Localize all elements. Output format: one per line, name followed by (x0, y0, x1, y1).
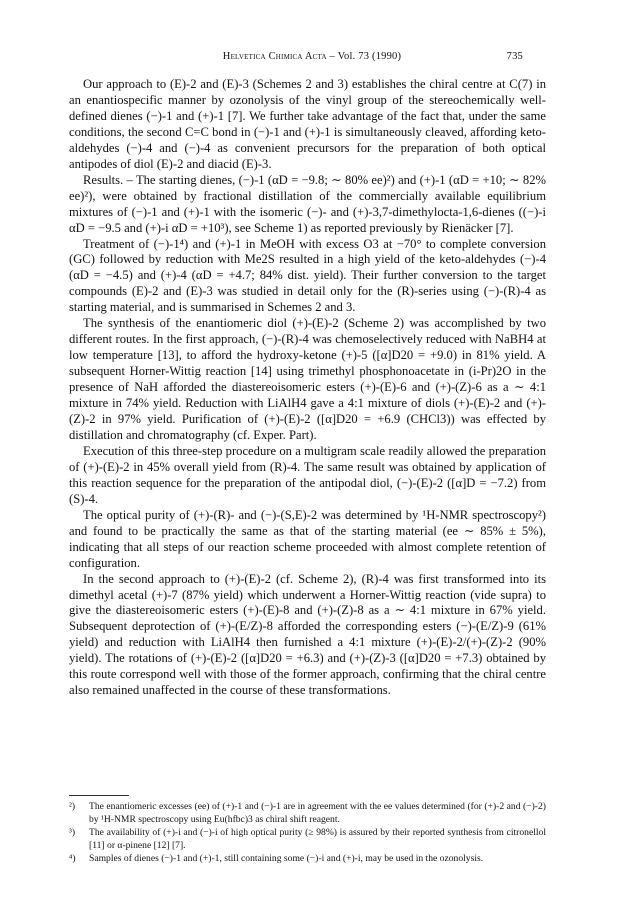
footnote-mark: ²) (69, 801, 76, 812)
footnote-mark: ³) (69, 827, 76, 839)
paragraph-6: The optical purity of (+)-(R)- and (−)-(S,E)-2 was determined by ¹H-NMR spectroscopy²) and found to be practically the same as that of the starting material (ee ∼ 85% ± 5%), indicating that all steps of our reaction scheme proceeded with almost complete retention of configuration. (69, 507, 546, 570)
footnote-4 (69, 853, 546, 866)
paragraph-1: Our approach to (E)-2 and (E)-3 (Schemes 2 and 3) establishes the chiral centre at C(7) in an enantiospecific manner by ozonolysis of the vinyl group of the stereochemically well-defined dienes (−)-1 and (+)-1 [7]. We further take advantage of the fact that, under the same conditions, the second C=C bond in (−)-1 and (+)-1 is simultaneously cleaved, affording keto-aldehydes (−)-4 and (−)-4 as convenient precursors for the preparation of both optical antipodes of diol (E)-2 and diacid (E)-3. (69, 77, 546, 171)
footnotes (69, 801, 546, 867)
paragraph-5: Execution of this three-step procedure on a multigram scale readily allowed the preparation of (+)-(E)-2 in 45% overall yield from (R)-4. The same result was obtained by application of this reaction sequence for the preparation of the antipodal diol, (−)-(E)-2 ([α]D = −7.2) from (S)-4. (69, 443, 546, 506)
journal-title (0, 51, 624, 62)
journal-name: Helvetica Chimica Acta (222, 51, 327, 62)
journal-volume: – Vol. 73 (1990) (329, 51, 402, 62)
paragraph-7: In the second approach to (+)-(E)-2 (cf. Scheme 2), (R)-4 was first transformed into its dimethyl acetal (+)-7 (87% yield) which underwent a Horner-Wittig reaction (vide supra) to give the diastereoisomeric esters (+)-(E)-8 and (+)-(Z)-8 as a ∼ 4:1 mixture in 67% yield. Subsequent deprotection of (+)-(E/Z)-8 afforded the corresponding esters (−)-(E/Z)-9 (61% yield) and reduction with LiAlH4 then furnished a 4:1 mixture (+)-(E)-2/(+)-(Z)-2 (90% yield). The rotations of (+)-(E)-2 ([α]D20 = +6.3) and (+)-(Z)-3 ([α]D20 = +7.3) obtained by this route correspond well with those of the former approach, confirming that the chiral centre also remained unaffected in the course of these transformations. (69, 571, 546, 698)
paragraph-3: Treatment of (−)-1⁴) and (+)-1 in MeOH with excess O3 at −70° to complete conversion (GC) followed by reduction with Me2S resulted in a high yield of the keto-aldehydes (−)-4 (αD = −4.5) and (+)-4 (αD = +4.7; 84% dist. yield). Their further conversion to the target compounds (E)-2 and (E)-3 was studied in detail only for the (R)-series using (−)-(R)-4 as starting material, and is summarised in Schemes 2 and 3. (69, 236, 546, 315)
footnote-text: Samples of dienes (−)-1 and (+)-1, still containing some (−)-i and (+)-i, may be used in the ozonolysis. (89, 853, 484, 865)
footnote-text: The availability of (+)-i and (−)-i of high optical purity (≥ 98%) is assured by their reported synthesis from citronellol [11] or α-pinene [12] [7]. (89, 827, 546, 851)
footnote-text: The enantiomeric excesses (ee) of (+)-1 and (−)-1 are in agreement with the ee values determined (for (+)-2 and (−)-2) by ¹H-NMR spectroscopy using Eu(hfbc)3 as chiral shift reagent. (89, 801, 546, 825)
footnote-separator (69, 795, 129, 796)
footnote-3 (69, 827, 546, 852)
paragraph-2: Results. – The starting dienes, (−)-1 (αD = −9.8; ∼ 80% ee)²) and (+)-1 (αD = +10; ∼ 82% ee)²), were obtained by fractional distillation of the commercially available equilibrium mixtures of (−)-1 and (+)-1 with the isomeric (−)- and (+)-3,7-dimethylocta-1,6-dienes ((−)-i αD = −9.5 and (+)-i αD = +10³), see Scheme 1) as reported previously by Rienäcker [7]. (69, 172, 546, 235)
paragraph-4: The synthesis of the enantiomeric diol (+)-(E)-2 (Scheme 2) was accomplished by two different routes. In the first approach, (−)-(R)-4 was chemoselectively reduced with NaBH4 at low temperature [13], to afford the hydroxy-ketone (+)-5 ([α]D20 = +9.0) in 81% yield. A subsequent Horner-Wittig reaction [14] using trimethyl phosphonoacetate in (i-Pr)2O in the presence of NaH afforded the diastereoisomeric esters (+)-(E)-6 and (+)-(Z)-6 as a ∼ 4:1 mixture in 74% yield. Reduction with LiAlH4 gave a 4:1 mixture of diols (+)-(E)-2 and (+)-(Z)-2 in 97% yield. Purification of (+)-(E)-2 ([α]D20 = +6.9 (CHCl3)) was effected by distillation and chromatography (cf. Exper. Part). (69, 316, 546, 442)
page-number: 735 (506, 51, 523, 62)
footnote-2 (69, 801, 546, 826)
article-body (69, 77, 546, 699)
footnote-mark: ⁴) (69, 853, 76, 865)
